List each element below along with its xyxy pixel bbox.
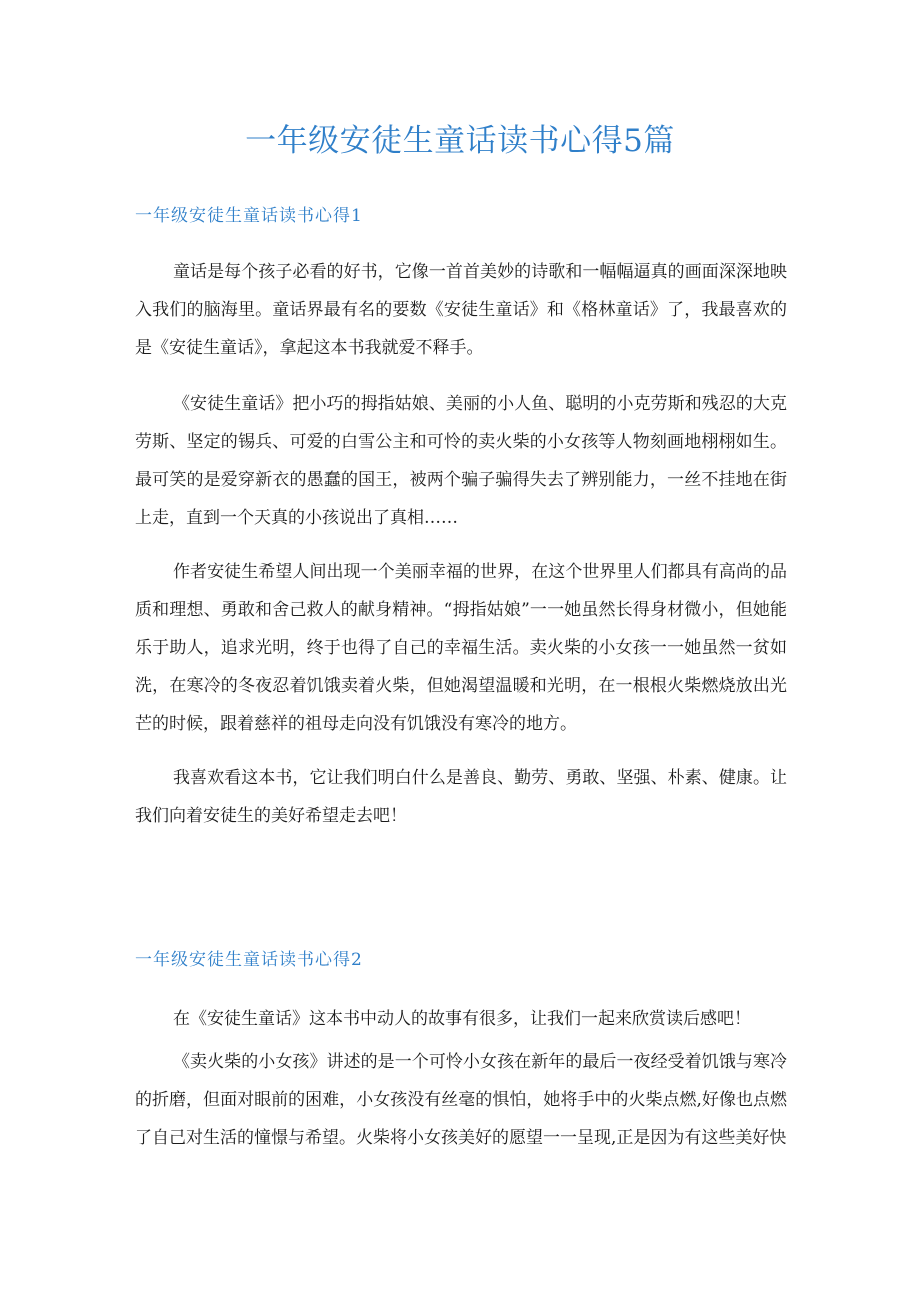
section-2-paragraph-1: 在《安徒生童话》这本书中动人的故事有很多，让我们一起来欣赏读后感吧！	[173, 1009, 751, 1029]
section-1-paragraph-1: 童话是每个孩子必看的好书，它像一首首美妙的诗歌和一幅幅逼真的画面深深地映入我们的脑海里。童话界最有名的要数《安徒生童话》和《格林童话》了，我最喜欢的是《安徒生童话》，拿起这本书我就爱不释手。	[135, 262, 787, 358]
document-title: 一年级安徒生童话读书心得5篇	[245, 123, 675, 159]
section-2-paragraph-2: 《卖火柴的小女孩》讲述的是一个可怜小女孩在新年的最后一夜经受着饥饿与寒冷的折磨，但面对眼前的困难，小女孩没有丝毫的惧怕，她将手中的火柴点燃,好像也点燃了自己对生活的憧憬与希望。火柴将小女孩美好的愿望一一呈现,正是因为有这些美好快	[135, 1052, 787, 1148]
section-1-paragraph-3: 作者安徒生希望人间出现一个美丽幸福的世界，在这个世界里人们都具有高尚的品质和理想、勇敢和舍己救人的献身精神。“拇指姑娘”一一她虽然长得身材微小，但她能乐于助人，追求光明，终于也得了自己的幸福生活。卖火柴的小女孩一一她虽然一贫如洗，在寒冷的冬夜忍着饥饿卖着火柴，但她渴望温暖和光明，在一根根火柴燃烧放出光芒的时候，跟着慈祥的祖母走向没有饥饿没有寒冷的地方。	[135, 562, 787, 734]
section-1-paragraph-4: 我喜欢看这本书，它让我们明白什么是善良、勤劳、勇敢、坚强、朴素、健康。让我们向着安徒生的美好希望走去吧！	[135, 768, 787, 826]
section-heading-1: 一年级安徒生童话读书心得1	[135, 206, 363, 226]
section-1-paragraph-2: 《安徒生童话》把小巧的拇指姑娘、美丽的小人鱼、聪明的小克劳斯和残忍的大克劳斯、坚定的锡兵、可爱的白雪公主和可怜的卖火柴的小女孩等人物刻画地栩栩如生。最可笑的是爱穿新衣的愚蠢的国王，被两个骗子骗得失去了辨别能力，一丝不挂地在街上走，直到一个天真的小孩说出了真相……	[135, 394, 787, 528]
section-heading-2: 一年级安徒生童话读书心得2	[135, 950, 363, 970]
